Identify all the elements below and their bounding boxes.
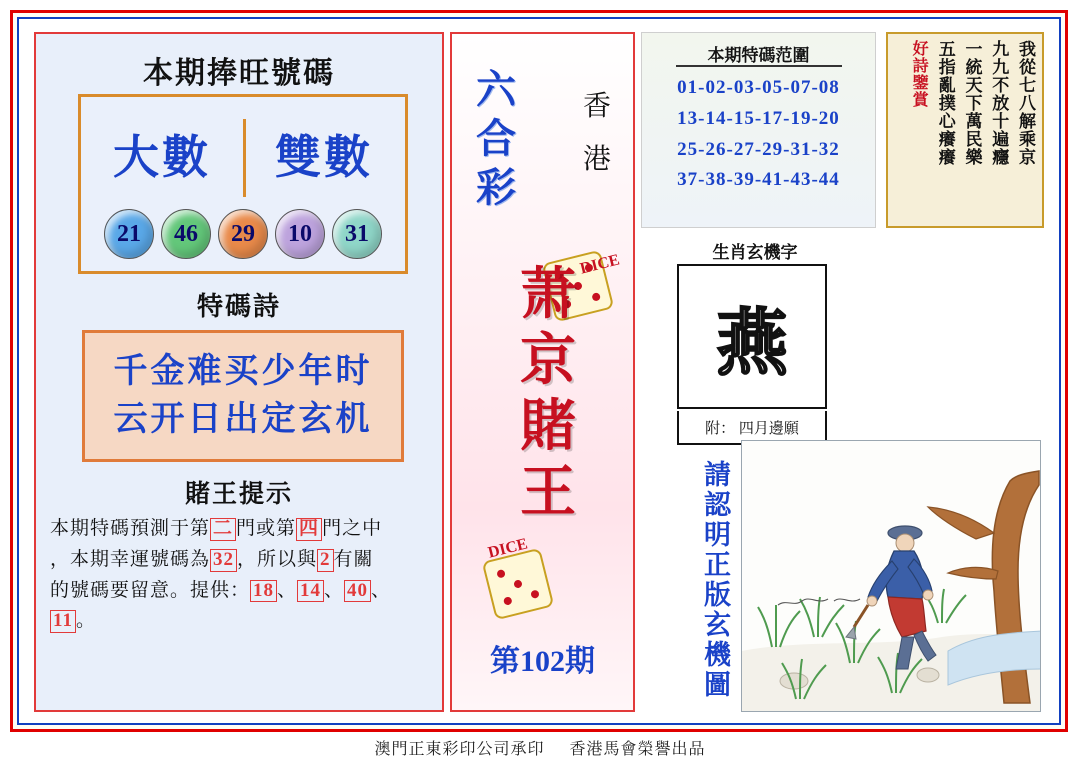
range-row: 37-38-39-41-43-44	[677, 169, 840, 191]
tip-text-end: 。	[75, 610, 96, 632]
hot-number-type-box	[78, 94, 408, 274]
tip-gate-2: 四	[296, 518, 322, 541]
footer-left: 澳門正東彩印公司承印	[374, 741, 545, 758]
hot-type-right: 雙數	[275, 132, 373, 183]
tip-lucky-number: 32	[210, 549, 237, 572]
poem-column: 我從七八解乘京	[1016, 40, 1035, 166]
special-range-rows	[642, 73, 875, 196]
tip-text-5: ，所以與	[237, 548, 318, 570]
tip-gate-1: 二	[210, 518, 236, 541]
poem-column: 一統天下萬民樂	[962, 40, 982, 166]
special-range-title: 本期特碼范圍	[707, 46, 810, 65]
lottery-name-vertical: 六合彩	[476, 67, 516, 210]
poem-column: 九九不放十遍癮	[989, 40, 1009, 166]
lottery-ball: 29	[218, 209, 268, 259]
authenticity-notice: 請認明正版玄機圖	[700, 460, 730, 700]
tip-sep-2: 、	[324, 579, 345, 601]
tip-text-3: 門之中	[322, 518, 383, 539]
footer-right: 香港馬會榮譽出品	[569, 741, 706, 758]
tip-text-2: 門或第	[236, 518, 297, 539]
lottery-ball: 21	[104, 209, 154, 259]
tip-related-digit: 2	[317, 549, 334, 572]
right-panel	[641, 32, 1044, 712]
special-poem-title: 特碼詩	[196, 292, 281, 321]
tip-sep-1: 、	[277, 579, 298, 601]
dice-label-bottom: DICE	[486, 535, 530, 562]
tip-text-6: 有關	[333, 548, 374, 570]
tip-text-7: 的號碼要留意。提供：	[50, 579, 251, 601]
tips-body	[50, 514, 432, 637]
tip-text-4: ，本期幸運號碼為	[50, 548, 211, 570]
tip-suggest-3: 40	[344, 580, 371, 603]
poem-line-2: 云开日出定玄机	[113, 401, 373, 438]
tips-title: 賭王提示	[184, 481, 293, 508]
farmer-illustration	[742, 441, 1041, 712]
tip-suggest-4: 11	[50, 610, 76, 633]
lottery-ball-row	[81, 209, 405, 259]
tip-text-1: 本期特碼預測于第	[50, 518, 211, 539]
left-panel-title: 本期捧旺號碼	[143, 57, 335, 90]
tip-suggest-1: 18	[250, 580, 277, 603]
dice-label-top: DICE	[578, 251, 622, 278]
left-panel	[34, 32, 444, 712]
lottery-ball: 10	[275, 209, 325, 259]
center-panel	[450, 32, 635, 712]
hot-type-left: 大數	[113, 132, 211, 183]
issue-number: 第102期	[490, 645, 595, 678]
page-content	[26, 26, 1052, 716]
special-poem-box	[82, 330, 404, 462]
range-row: 25-26-27-29-31-32	[677, 138, 840, 160]
region-vertical: 香港	[582, 91, 611, 176]
range-row: 13-14-15-17-19-20	[677, 107, 840, 129]
lottery-ball: 31	[332, 209, 382, 259]
footer	[0, 736, 1080, 759]
special-range-underline	[676, 65, 842, 67]
lottery-ball: 46	[161, 209, 211, 259]
zodiac-hint-box	[677, 264, 827, 409]
brand-vertical: 萧京賭王	[520, 264, 576, 525]
right-poem-box	[886, 32, 1044, 228]
zodiac-hint-title: 生肖玄機字	[712, 243, 798, 262]
poem-column: 五指亂撲心癢癢	[935, 40, 955, 166]
illustration-panel	[741, 440, 1041, 712]
tip-suggest-2: 14	[297, 580, 324, 603]
poem-line-1: 千金难买少年时	[113, 352, 373, 390]
range-row: 01-02-03-05-07-08	[677, 77, 840, 98]
tip-sep-3: 、	[371, 579, 392, 601]
poem-seal: 好詩鑒賞	[910, 40, 928, 108]
zodiac-hint-note: 附： 四月邊願	[677, 411, 827, 445]
special-range-box	[641, 32, 876, 228]
zodiac-hint-char: 燕	[715, 303, 788, 384]
